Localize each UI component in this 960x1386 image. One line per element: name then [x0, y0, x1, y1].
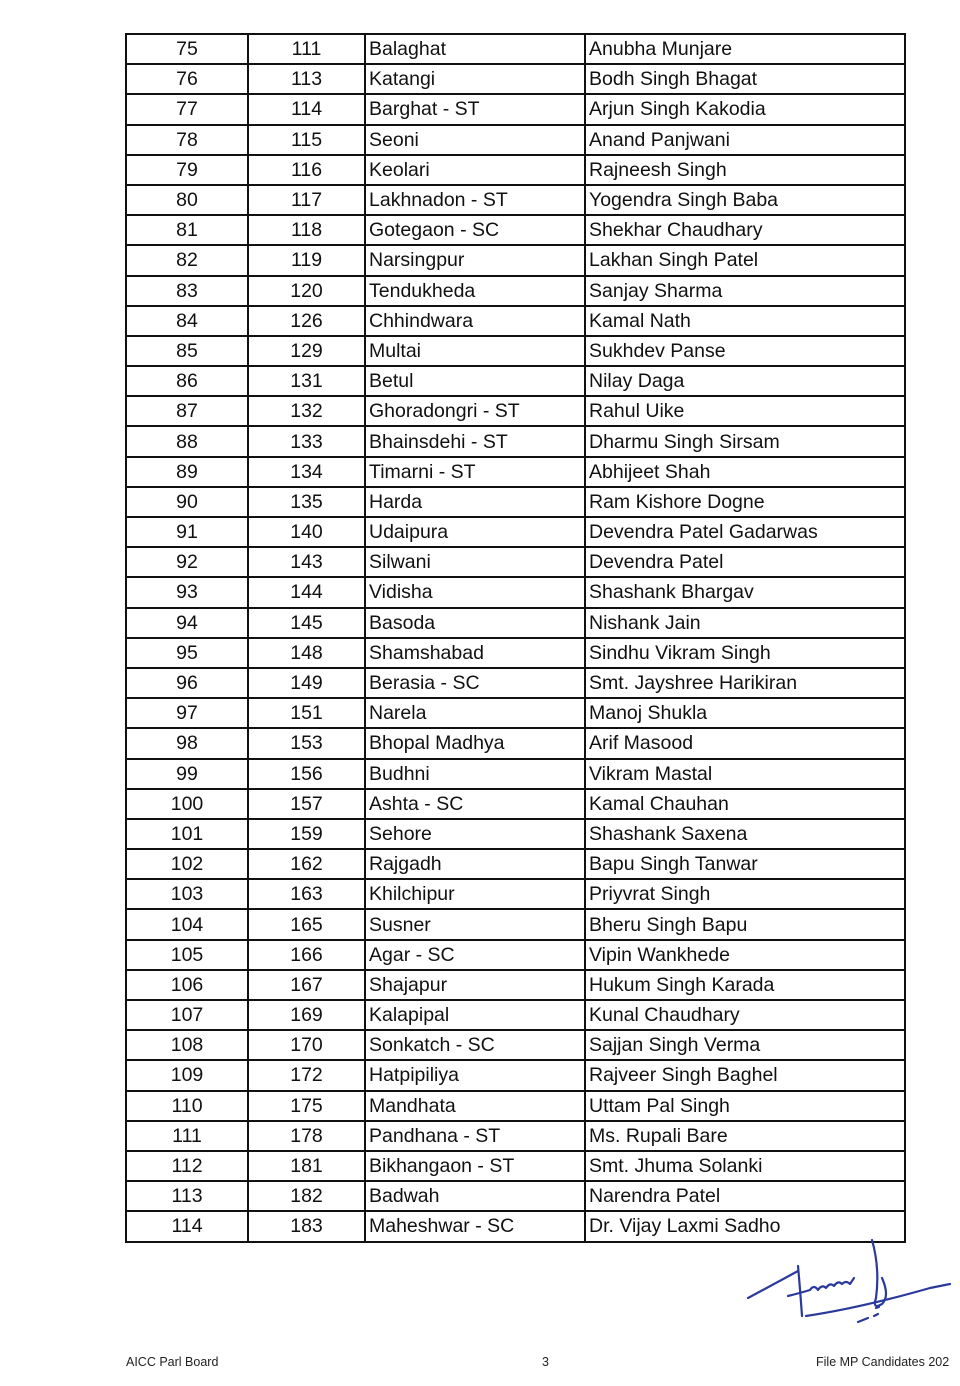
constituency-number-cell: 167: [248, 970, 365, 1000]
serial-number-cell: 95: [126, 638, 248, 668]
table-row: [126, 336, 905, 366]
constituency-number-cell: 126: [248, 306, 365, 336]
constituency-number-cell: 115: [248, 125, 365, 155]
serial-number-cell: 94: [126, 608, 248, 638]
serial-number-cell: 87: [126, 396, 248, 426]
constituency-number-cell: 111: [248, 34, 365, 64]
candidate-name-cell: Arif Masood: [585, 728, 905, 758]
table-row: [126, 698, 905, 728]
constituency-name-cell: Seoni: [365, 125, 585, 155]
constituency-name-cell: Tendukheda: [365, 276, 585, 306]
table-row: [126, 426, 905, 456]
serial-number-cell: 89: [126, 457, 248, 487]
candidate-name-cell: Arjun Singh Kakodia: [585, 94, 905, 124]
serial-number-cell: 81: [126, 215, 248, 245]
serial-number-cell: 110: [126, 1091, 248, 1121]
serial-number-cell: 105: [126, 940, 248, 970]
constituency-number-cell: 118: [248, 215, 365, 245]
serial-number-cell: 96: [126, 668, 248, 698]
serial-number-cell: 78: [126, 125, 248, 155]
serial-number-cell: 79: [126, 155, 248, 185]
candidate-name-cell: Kamal Nath: [585, 306, 905, 336]
table-row: [126, 276, 905, 306]
serial-number-cell: 107: [126, 1000, 248, 1030]
signature-mark: [740, 1238, 960, 1330]
constituency-number-cell: 166: [248, 940, 365, 970]
serial-number-cell: 77: [126, 94, 248, 124]
constituency-number-cell: 135: [248, 487, 365, 517]
candidate-name-cell: Shekhar Chaudhary: [585, 215, 905, 245]
constituency-number-cell: 120: [248, 276, 365, 306]
candidate-name-cell: Dharmu Singh Sirsam: [585, 426, 905, 456]
constituency-name-cell: Mandhata: [365, 1091, 585, 1121]
table-row: [126, 1000, 905, 1030]
constituency-number-cell: 117: [248, 185, 365, 215]
table-row: [126, 396, 905, 426]
constituency-name-cell: Khilchipur: [365, 879, 585, 909]
candidate-name-cell: Rajneesh Singh: [585, 155, 905, 185]
table-row: [126, 215, 905, 245]
candidate-name-cell: Nilay Daga: [585, 366, 905, 396]
constituency-name-cell: Timarni - ST: [365, 457, 585, 487]
table-row: [126, 517, 905, 547]
serial-number-cell: 100: [126, 789, 248, 819]
footer-file-name: File MP Candidates 202: [816, 1355, 950, 1369]
constituency-name-cell: Silwani: [365, 547, 585, 577]
constituency-number-cell: 140: [248, 517, 365, 547]
candidate-name-cell: Bapu Singh Tanwar: [585, 849, 905, 879]
table-row: [126, 1181, 905, 1211]
constituency-name-cell: Gotegaon - SC: [365, 215, 585, 245]
constituency-name-cell: Harda: [365, 487, 585, 517]
serial-number-cell: 86: [126, 366, 248, 396]
page-number: 3: [542, 1355, 549, 1369]
constituency-number-cell: 162: [248, 849, 365, 879]
serial-number-cell: 114: [126, 1211, 248, 1241]
constituency-number-cell: 143: [248, 547, 365, 577]
candidate-name-cell: Anubha Munjare: [585, 34, 905, 64]
table-row: [126, 1121, 905, 1151]
constituency-number-cell: 151: [248, 698, 365, 728]
serial-number-cell: 104: [126, 909, 248, 939]
candidate-name-cell: Rahul Uike: [585, 396, 905, 426]
table-row: [126, 547, 905, 577]
candidate-name-cell: Hukum Singh Karada: [585, 970, 905, 1000]
constituency-number-cell: 132: [248, 396, 365, 426]
candidate-name-cell: Devendra Patel Gadarwas: [585, 517, 905, 547]
serial-number-cell: 113: [126, 1181, 248, 1211]
constituency-name-cell: Lakhnadon - ST: [365, 185, 585, 215]
constituency-number-cell: 119: [248, 245, 365, 275]
serial-number-cell: 85: [126, 336, 248, 366]
candidates-table: [125, 33, 906, 1243]
constituency-number-cell: 134: [248, 457, 365, 487]
candidate-name-cell: Smt. Jhuma Solanki: [585, 1151, 905, 1181]
candidate-name-cell: Vikram Mastal: [585, 759, 905, 789]
serial-number-cell: 88: [126, 426, 248, 456]
candidate-name-cell: Rajveer Singh Baghel: [585, 1060, 905, 1090]
constituency-name-cell: Berasia - SC: [365, 668, 585, 698]
table-row: [126, 1091, 905, 1121]
constituency-name-cell: Susner: [365, 909, 585, 939]
table-row: [126, 34, 905, 64]
constituency-name-cell: Maheshwar - SC: [365, 1211, 585, 1241]
table-row: [126, 1151, 905, 1181]
footer-left-label: AICC Parl Board: [126, 1355, 219, 1369]
constituency-name-cell: Ashta - SC: [365, 789, 585, 819]
constituency-number-cell: 145: [248, 608, 365, 638]
candidate-name-cell: Uttam Pal Singh: [585, 1091, 905, 1121]
serial-number-cell: 83: [126, 276, 248, 306]
candidate-name-cell: Devendra Patel: [585, 547, 905, 577]
constituency-name-cell: Basoda: [365, 608, 585, 638]
constituency-number-cell: 170: [248, 1030, 365, 1060]
table-row: [126, 1211, 905, 1241]
serial-number-cell: 103: [126, 879, 248, 909]
constituency-name-cell: Narela: [365, 698, 585, 728]
candidate-name-cell: Abhijeet Shah: [585, 457, 905, 487]
candidate-name-cell: Shashank Saxena: [585, 819, 905, 849]
table-row: [126, 245, 905, 275]
serial-number-cell: 106: [126, 970, 248, 1000]
candidate-name-cell: Bheru Singh Bapu: [585, 909, 905, 939]
table-row: [126, 638, 905, 668]
candidate-name-cell: Anand Panjwani: [585, 125, 905, 155]
constituency-name-cell: Udaipura: [365, 517, 585, 547]
serial-number-cell: 109: [126, 1060, 248, 1090]
constituency-name-cell: Rajgadh: [365, 849, 585, 879]
serial-number-cell: 111: [126, 1121, 248, 1151]
serial-number-cell: 108: [126, 1030, 248, 1060]
serial-number-cell: 92: [126, 547, 248, 577]
candidate-name-cell: Lakhan Singh Patel: [585, 245, 905, 275]
candidate-name-cell: Narendra Patel: [585, 1181, 905, 1211]
constituency-name-cell: Budhni: [365, 759, 585, 789]
table-row: [126, 1030, 905, 1060]
serial-number-cell: 93: [126, 577, 248, 607]
constituency-number-cell: 129: [248, 336, 365, 366]
constituency-number-cell: 148: [248, 638, 365, 668]
table-row: [126, 879, 905, 909]
table-row: [126, 668, 905, 698]
table-row: [126, 306, 905, 336]
constituency-number-cell: 133: [248, 426, 365, 456]
constituency-name-cell: Sonkatch - SC: [365, 1030, 585, 1060]
serial-number-cell: 75: [126, 34, 248, 64]
constituency-name-cell: Hatpipiliya: [365, 1060, 585, 1090]
serial-number-cell: 101: [126, 819, 248, 849]
table-row: [126, 909, 905, 939]
constituency-number-cell: 149: [248, 668, 365, 698]
table-row: [126, 94, 905, 124]
constituency-name-cell: Betul: [365, 366, 585, 396]
candidate-name-cell: Sanjay Sharma: [585, 276, 905, 306]
constituency-number-cell: 182: [248, 1181, 365, 1211]
table-row: [126, 759, 905, 789]
constituency-number-cell: 113: [248, 64, 365, 94]
candidate-name-cell: Ms. Rupali Bare: [585, 1121, 905, 1151]
table-row: [126, 608, 905, 638]
candidate-name-cell: Nishank Jain: [585, 608, 905, 638]
candidate-name-cell: Yogendra Singh Baba: [585, 185, 905, 215]
table-row: [126, 728, 905, 758]
table-row: [126, 819, 905, 849]
constituency-number-cell: 178: [248, 1121, 365, 1151]
constituency-name-cell: Ghoradongri - ST: [365, 396, 585, 426]
candidate-name-cell: Ram Kishore Dogne: [585, 487, 905, 517]
serial-number-cell: 82: [126, 245, 248, 275]
table-row: [126, 125, 905, 155]
candidate-name-cell: Shashank Bhargav: [585, 577, 905, 607]
constituency-name-cell: Multai: [365, 336, 585, 366]
table-row: [126, 64, 905, 94]
table-row: [126, 940, 905, 970]
serial-number-cell: 90: [126, 487, 248, 517]
candidate-name-cell: Dr. Vijay Laxmi Sadho: [585, 1211, 905, 1241]
constituency-name-cell: Chhindwara: [365, 306, 585, 336]
table-row: [126, 849, 905, 879]
candidates-table-body: [126, 34, 905, 1242]
constituency-name-cell: Shamshabad: [365, 638, 585, 668]
candidate-name-cell: Kunal Chaudhary: [585, 1000, 905, 1030]
constituency-name-cell: Agar - SC: [365, 940, 585, 970]
candidate-name-cell: Kamal Chauhan: [585, 789, 905, 819]
serial-number-cell: 91: [126, 517, 248, 547]
constituency-number-cell: 169: [248, 1000, 365, 1030]
constituency-number-cell: 165: [248, 909, 365, 939]
table-row: [126, 1060, 905, 1090]
serial-number-cell: 97: [126, 698, 248, 728]
constituency-number-cell: 163: [248, 879, 365, 909]
constituency-name-cell: Kalapipal: [365, 1000, 585, 1030]
serial-number-cell: 84: [126, 306, 248, 336]
constituency-name-cell: Badwah: [365, 1181, 585, 1211]
constituency-number-cell: 175: [248, 1091, 365, 1121]
constituency-number-cell: 156: [248, 759, 365, 789]
serial-number-cell: 99: [126, 759, 248, 789]
constituency-name-cell: Pandhana - ST: [365, 1121, 585, 1151]
serial-number-cell: 76: [126, 64, 248, 94]
constituency-name-cell: Bikhangaon - ST: [365, 1151, 585, 1181]
constituency-name-cell: Barghat - ST: [365, 94, 585, 124]
table-row: [126, 789, 905, 819]
constituency-name-cell: Sehore: [365, 819, 585, 849]
table-row: [126, 185, 905, 215]
table-row: [126, 487, 905, 517]
constituency-name-cell: Keolari: [365, 155, 585, 185]
candidate-name-cell: Sajjan Singh Verma: [585, 1030, 905, 1060]
candidate-name-cell: Priyvrat Singh: [585, 879, 905, 909]
constituency-number-cell: 159: [248, 819, 365, 849]
candidate-name-cell: Bodh Singh Bhagat: [585, 64, 905, 94]
constituency-name-cell: Narsingpur: [365, 245, 585, 275]
serial-number-cell: 102: [126, 849, 248, 879]
constituency-name-cell: Vidisha: [365, 577, 585, 607]
constituency-number-cell: 116: [248, 155, 365, 185]
table-row: [126, 155, 905, 185]
constituency-name-cell: Shajapur: [365, 970, 585, 1000]
candidate-name-cell: Sindhu Vikram Singh: [585, 638, 905, 668]
constituency-number-cell: 183: [248, 1211, 365, 1241]
table-row: [126, 457, 905, 487]
table-row: [126, 366, 905, 396]
table-row: [126, 577, 905, 607]
constituency-number-cell: 131: [248, 366, 365, 396]
constituency-number-cell: 157: [248, 789, 365, 819]
constituency-number-cell: 153: [248, 728, 365, 758]
candidate-name-cell: Manoj Shukla: [585, 698, 905, 728]
serial-number-cell: 112: [126, 1151, 248, 1181]
constituency-name-cell: Bhainsdehi - ST: [365, 426, 585, 456]
constituency-number-cell: 144: [248, 577, 365, 607]
constituency-name-cell: Balaghat: [365, 34, 585, 64]
constituency-name-cell: Bhopal Madhya: [365, 728, 585, 758]
constituency-number-cell: 181: [248, 1151, 365, 1181]
constituency-name-cell: Katangi: [365, 64, 585, 94]
serial-number-cell: 98: [126, 728, 248, 758]
constituency-number-cell: 172: [248, 1060, 365, 1090]
serial-number-cell: 80: [126, 185, 248, 215]
table-row: [126, 970, 905, 1000]
candidate-name-cell: Smt. Jayshree Harikiran: [585, 668, 905, 698]
candidate-name-cell: Vipin Wankhede: [585, 940, 905, 970]
candidate-name-cell: Sukhdev Panse: [585, 336, 905, 366]
constituency-number-cell: 114: [248, 94, 365, 124]
